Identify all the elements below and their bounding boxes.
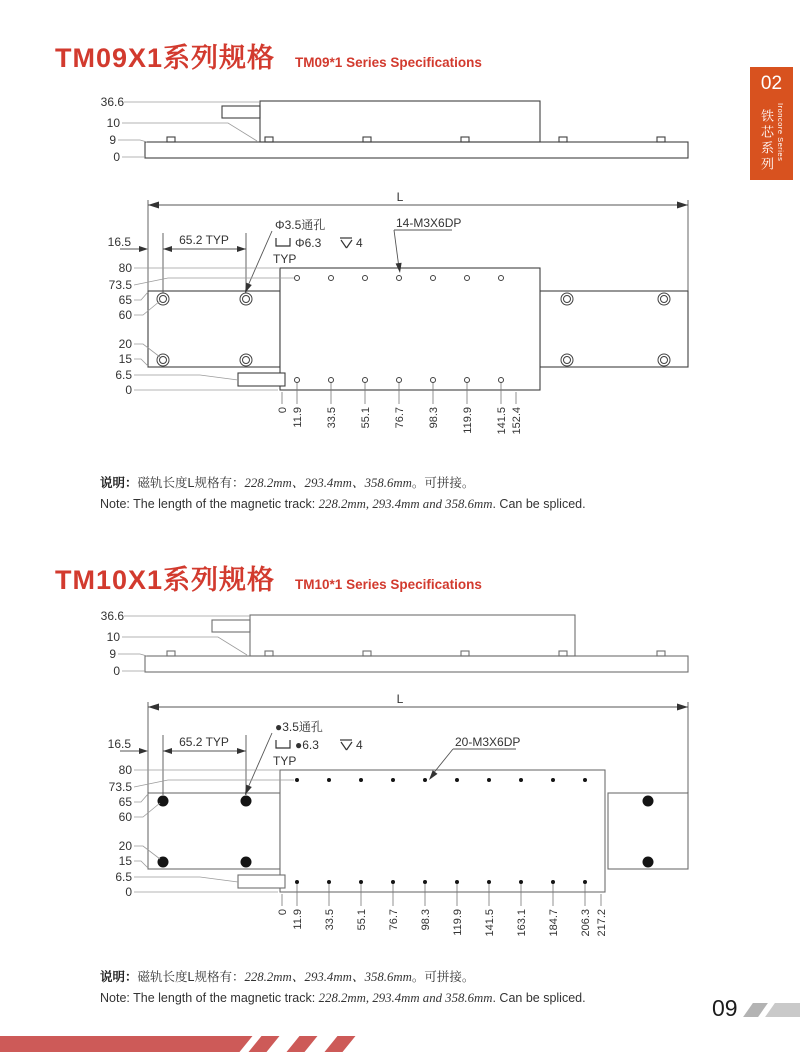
dim-label: 15 [118,352,132,366]
tm10-side-leader-lines [118,616,250,671]
pitch-label: 65.2 TYP [179,233,229,247]
dim-label: 73.5 [108,780,132,794]
edge-offset-label: 16.5 [107,235,131,249]
note-label-cn: 说明： [100,970,138,984]
typ-label: TYP [273,252,297,266]
chapter-number: 02 [760,73,783,94]
dim-label: 0 [125,885,132,899]
dim-label: 98.3 [428,407,440,429]
tm09-title-en: TM09*1 Series Specifications [295,55,482,70]
dim-label: 76.7 [388,909,400,931]
dim-label: 119.9 [452,909,464,936]
chapter-series-cn: 铁芯系列 [759,109,774,173]
thread-label: 14-M3X6DP [396,216,462,230]
tm10-side-rail [145,656,688,672]
note-post-en: . Can be spliced. [492,991,586,1005]
tm09-side-rail-tabs [167,137,665,142]
dim-label: 0 [277,407,289,414]
chapter-series-en: Ironcore Series [776,103,785,162]
page-number: 09 [712,995,738,1021]
thread-label: 20-M3X6DP [455,735,521,749]
footer-red-bar [0,1036,252,1052]
tm09-side-slider-block [260,101,540,142]
note-values-en: 228.2mm, 293.4mm and 358.6mm [318,497,493,511]
tm09-left-leaders [134,268,294,390]
dim-label: 76.7 [394,407,406,429]
note-values-cn: 228.2mm、293.4mm、358.6mm [244,970,412,984]
tm09-title-cn: TM09X1系列规格 [55,43,276,73]
chapter-tab [750,67,793,180]
dim-label: 55.1 [356,909,368,931]
dim-label: 119.9 [462,407,474,434]
dim-label: 11.9 [292,407,304,428]
dim-label: 36.6 [100,609,124,623]
dim-label: 65 [118,293,132,307]
dim-label: 141.5 [484,909,496,937]
cbore-label: ●6.3 [295,738,319,752]
tm09-slider [280,268,540,390]
depth-label: 4 [356,236,363,250]
note-pre-en: Note: The length of the magnetic track: [100,991,319,1005]
dim-label: 36.6 [100,95,124,109]
note-post-en: . Can be spliced. [492,497,586,511]
note-values-cn: 228.2mm、293.4mm、358.6mm [244,476,412,490]
tm10-note [100,967,660,1009]
tm10-side-view-drawing [101,609,688,678]
dim-label: 33.5 [326,407,338,429]
dim-label: 0 [277,909,289,916]
tm09-section-title [55,36,482,75]
tm10-track-left [148,793,280,869]
tm09-side-connector [222,106,260,118]
dim-label: 206.3 [580,909,592,937]
tm10-side-slider-block [250,615,575,656]
typ-label: TYP [273,754,297,768]
counterbore-icon [276,740,290,748]
dim-label: 10 [106,116,120,130]
dim-label: 163.1 [516,909,528,937]
thru-hole-label: ●3.5通孔 [275,720,323,734]
dim-label: 80 [118,763,132,777]
tm10-title-cn: TM10X1系列规格 [55,565,276,595]
dim-label: 217.2 [596,909,608,937]
note-post-cn: 。可拼接。 [411,476,475,490]
note-pre-cn: 磁轨长度L规格有： [137,476,245,490]
dim-label: 98.3 [420,909,432,931]
dim-label: 9 [109,647,116,661]
dim-label: 80 [118,261,132,275]
cbore-label: Φ6.3 [295,236,322,250]
tm10-title-en: TM10*1 Series Specifications [295,577,482,592]
dim-label: 33.5 [324,909,336,931]
depth-icon [340,740,352,750]
dim-label: 20 [118,337,132,351]
dim-label: 73.5 [108,278,132,292]
tm10-connector [238,875,285,888]
tm10-left-leaders [134,770,294,892]
dim-label: 9 [109,133,116,147]
dim-label: 141.5 [496,407,508,435]
length-label: L [396,190,404,204]
dim-label: 0 [125,383,132,397]
tm10-slider [280,770,605,892]
tm10-section-title [55,558,482,597]
dim-label: 10 [106,630,120,644]
dim-label: 152.4 [511,407,523,435]
note-post-cn: 。可拼接。 [411,970,475,984]
dim-label: 20 [118,839,132,853]
depth-icon [340,238,352,248]
tm09-note [100,473,660,515]
thru-hole-label: Φ3.5通孔 [275,218,326,232]
note-values-en: 228.2mm, 293.4mm and 358.6mm [318,991,493,1005]
tm09-side-rail [145,142,688,158]
edge-offset-label: 16.5 [107,737,131,751]
dim-label: 60 [118,308,132,322]
dim-label: 0 [113,664,120,678]
dim-label: 6.5 [115,368,132,382]
dim-label: 11.9 [292,909,304,930]
depth-label: 4 [356,738,363,752]
tm10-top-view-drawing [108,692,688,937]
note-pre-cn: 磁轨长度L规格有： [137,970,245,984]
tm09-connector [238,373,285,386]
dim-label: 60 [118,810,132,824]
length-label: L [396,692,404,706]
note-label-cn: 说明： [100,476,138,490]
tm10-side-connector [212,620,250,632]
dim-label: 0 [113,150,120,164]
tm09-side-leader-lines [118,102,260,157]
dim-label: 55.1 [360,407,372,429]
tm09-side-view-drawing [101,95,688,164]
note-pre-en: Note: The length of the magnetic track: [100,497,319,511]
dim-label: 6.5 [115,870,132,884]
dim-label: 65 [118,795,132,809]
dim-label: 15 [118,854,132,868]
counterbore-icon [276,238,290,246]
dim-label: 184.7 [548,909,560,937]
pitch-label: 65.2 TYP [179,735,229,749]
tm09-top-view-drawing [108,190,688,435]
